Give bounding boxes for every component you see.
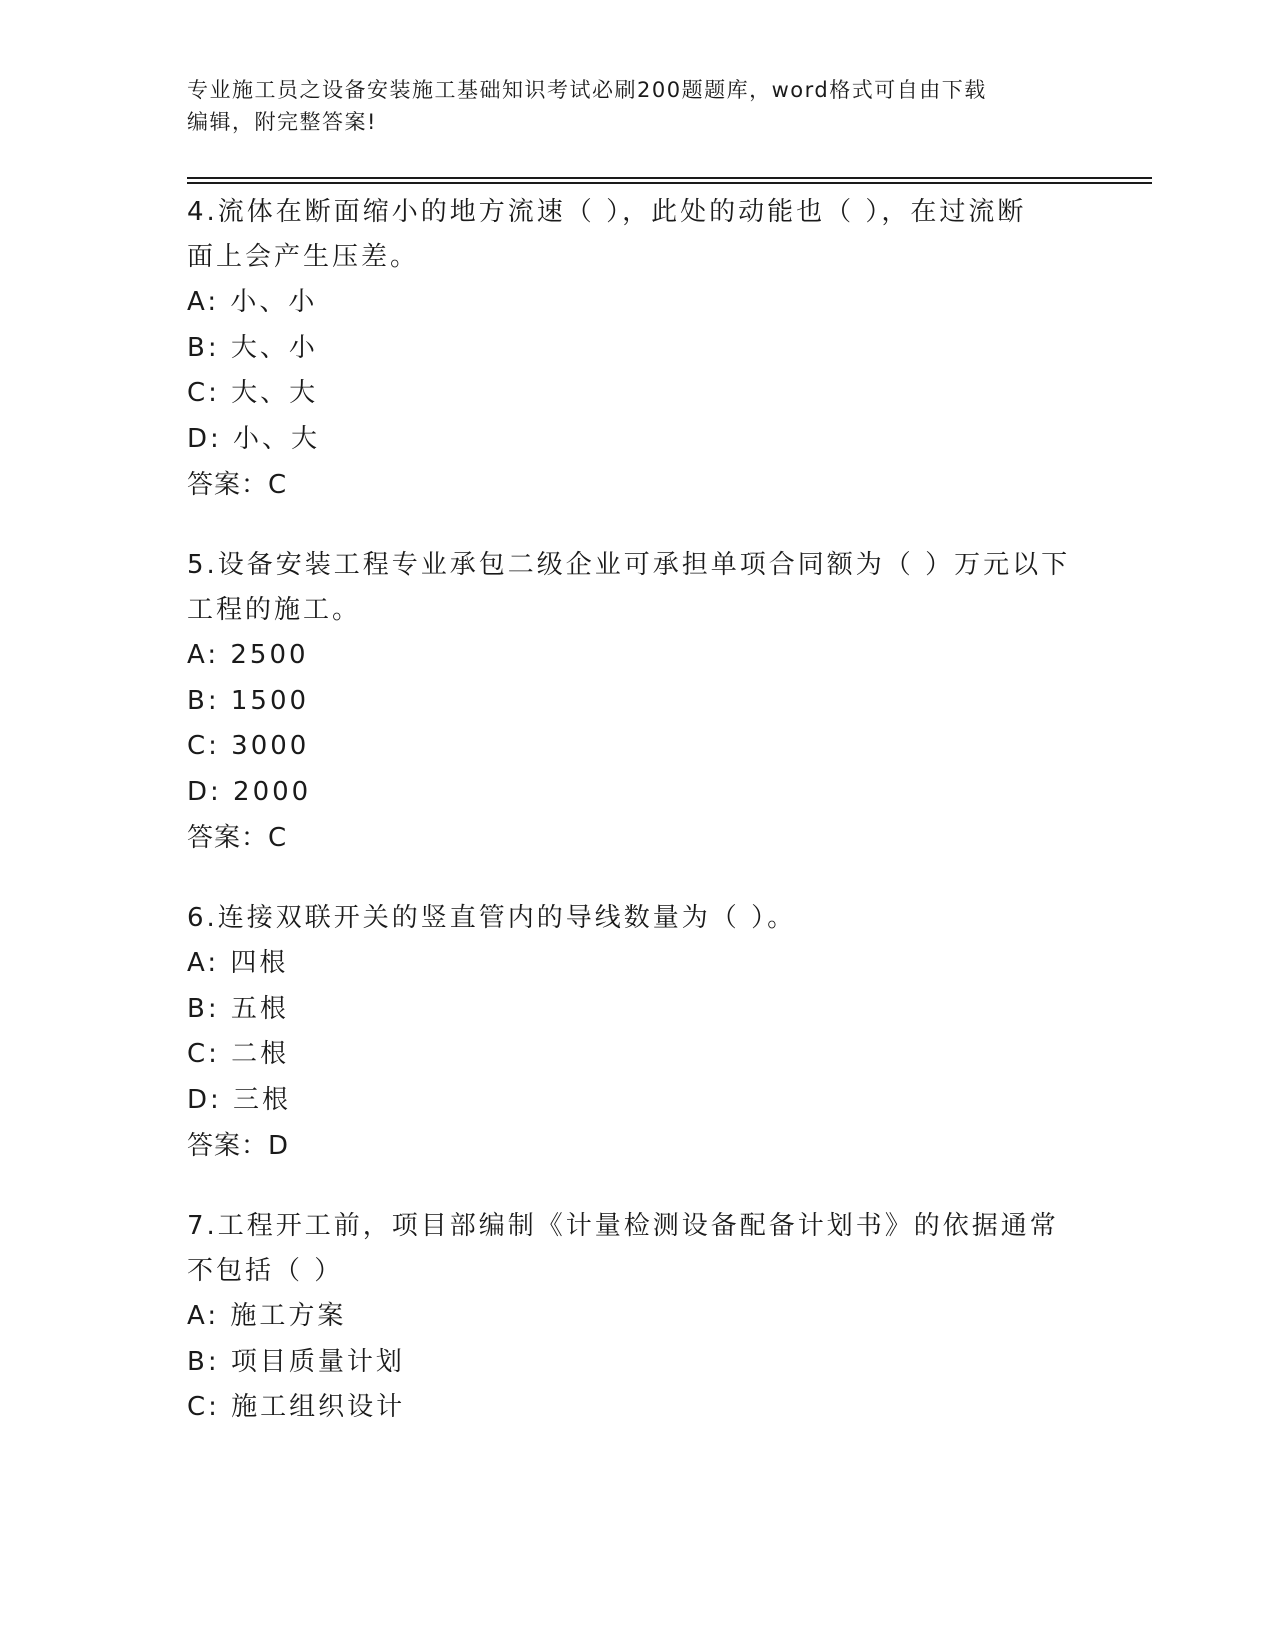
- option-b: B: 五根: [187, 993, 289, 1024]
- header-divider-bottom: [187, 182, 1152, 184]
- option-d: D: 2000: [187, 776, 312, 807]
- question-text-continued: 工程的施工。: [187, 595, 362, 625]
- question-text: 7.工程开工前，项目部编制《计量检测设备配备计划书》的依据通常: [187, 1211, 1059, 1241]
- option-b: B: 大、小: [187, 332, 318, 363]
- option-a: A: 四根: [187, 948, 289, 978]
- option-c: C: 3000: [187, 731, 310, 761]
- question-4: [187, 190, 1087, 508]
- answer: 答案：D: [187, 1131, 290, 1161]
- question-text: 6.连接双联开关的竖直管内的导线数量为（ ）。: [187, 903, 797, 933]
- document-header: [187, 74, 1087, 138]
- question-list: [187, 190, 1087, 1466]
- option-c: C: 大、大: [187, 378, 319, 408]
- option-d: D: 三根: [187, 1084, 292, 1115]
- answer: 答案：C: [187, 823, 288, 853]
- header-divider-top: [187, 177, 1152, 179]
- option-a: A: 2500: [187, 640, 309, 670]
- option-d: D: 小、大: [187, 423, 321, 454]
- header-line-1: 专业施工员之设备安装施工基础知识考试必刷200题题库，word格式可自由下载: [187, 78, 987, 102]
- option-b: B: 项目质量计划: [187, 1346, 405, 1377]
- option-c: C: 二根: [187, 1039, 290, 1069]
- option-b: B: 1500: [187, 685, 310, 716]
- header-line-2: 编辑，附完整答案!: [187, 110, 377, 134]
- option-c: C: 施工组织设计: [187, 1392, 406, 1422]
- question-6: [187, 896, 1087, 1169]
- question-text: 4.流体在断面缩小的地方流速（ ），此处的动能也（ ），在过流断: [187, 197, 1027, 227]
- option-a: A: 施工方案: [187, 1301, 347, 1331]
- question-text-continued: 不包括（ ）: [187, 1256, 344, 1286]
- answer: 答案：C: [187, 470, 288, 500]
- question-7: [187, 1204, 1087, 1431]
- option-a: A: 小、小: [187, 287, 318, 317]
- question-5: [187, 543, 1087, 861]
- question-text: 5.设备安装工程专业承包二级企业可承担单项合同额为（ ）万元以下: [187, 550, 1071, 580]
- question-text-continued: 面上会产生压差。: [187, 242, 420, 272]
